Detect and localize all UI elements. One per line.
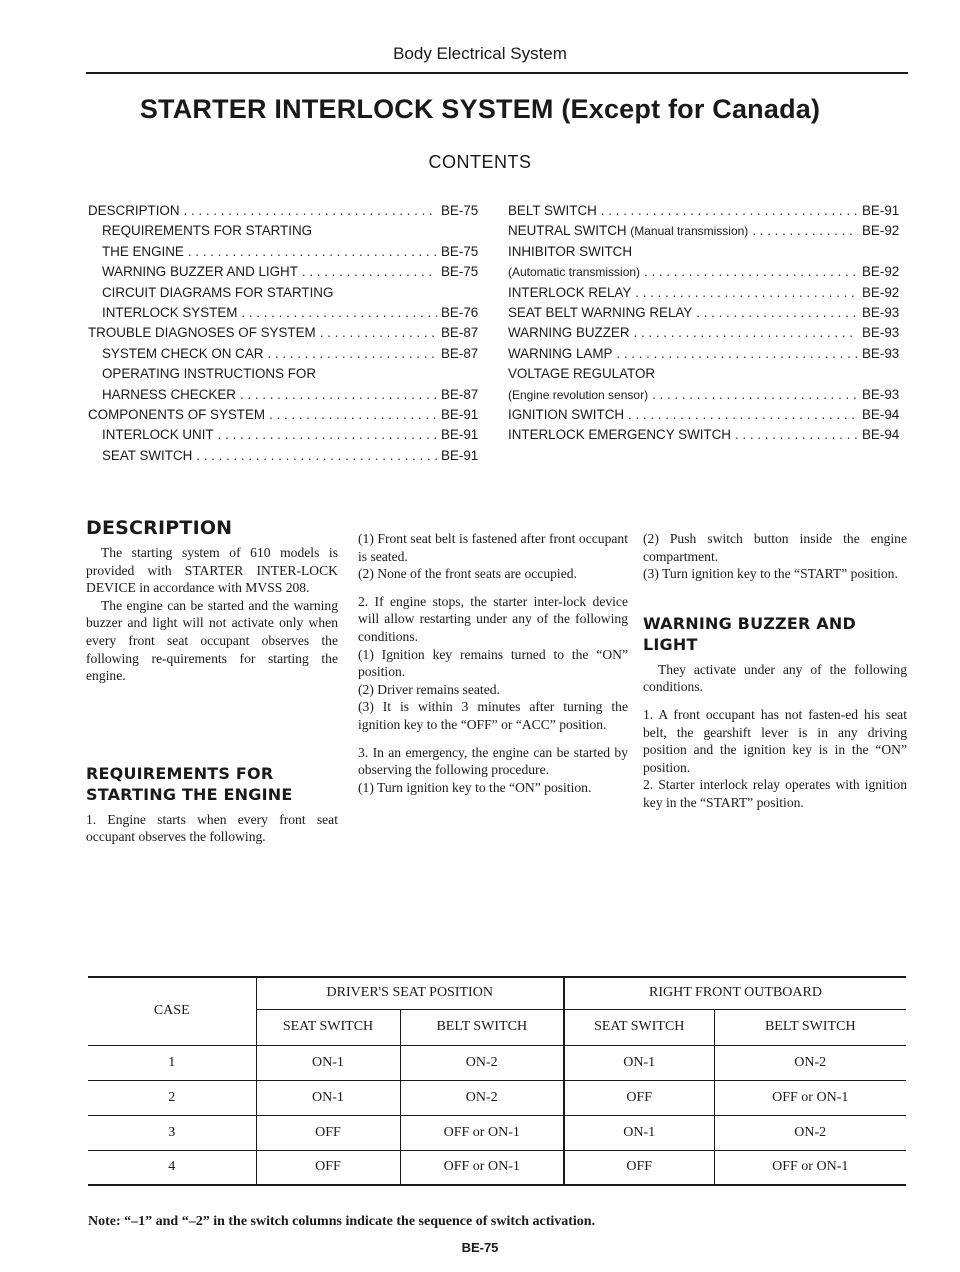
column-header-belt-switch: BELT SWITCH	[400, 1009, 564, 1045]
toc-entry[interactable]: SEAT SWITCH . . . BE-91	[88, 448, 485, 468]
column-header-seat-switch: SEAT SWITCH	[564, 1009, 714, 1045]
contents-heading: CONTENTS	[428, 152, 532, 172]
table-cell: ON-1	[256, 1045, 400, 1080]
table-cell: OFF	[256, 1150, 400, 1185]
section-heading-description: DESCRIPTION	[86, 517, 233, 539]
table-cell: 2	[88, 1080, 256, 1115]
toc-entry: INHIBITOR SWITCH	[508, 243, 632, 259]
toc-entry[interactable]: INTERLOCK UNIT . . . BE-91	[88, 427, 485, 447]
paragraph: They activate under any of the following conditions.	[643, 661, 907, 695]
column-header-case: CASE	[88, 977, 256, 1045]
list-item: 1. Engine starts when every front seat occupant observes the following.	[86, 811, 338, 845]
toc-entry[interactable]: BELT SWITCH . . . BE-91	[508, 203, 906, 223]
toc-entry[interactable]: (Automatic transmission) . . . BE-92	[508, 264, 906, 284]
table-row	[88, 1045, 906, 1080]
toc-entry: REQUIREMENTS FOR STARTING	[102, 223, 313, 239]
table-cell: ON-2	[400, 1080, 564, 1115]
list-item: 2. Starter interlock relay operates with ignition key in the “START” position.	[643, 777, 907, 810]
toc-entry: OPERATING INSTRUCTIONS FOR	[102, 366, 317, 382]
table-cell: ON-1	[256, 1080, 400, 1115]
toc-entry[interactable]: WARNING LAMP . . . BE-93	[508, 346, 906, 366]
toc-right-column	[508, 203, 906, 448]
list-item: (1) Turn ignition key to the “ON” position.	[358, 779, 592, 795]
list-item: (2) None of the front seats are occupied.	[358, 566, 577, 582]
toc-entry[interactable]: SEAT BELT WARNING RELAY . . . BE-93	[508, 305, 906, 325]
header-rule	[86, 72, 908, 74]
paragraph: The starting system of 610 models is provided with STARTER INTER-LOCK DEVICE in accordance with MVSS 208.	[86, 545, 338, 596]
body-column-3	[643, 530, 907, 812]
table-cell: OFF or ON-1	[400, 1150, 564, 1185]
table-note: Note: “–1” and “–2” in the switch columns indicate the sequence of switch activation.	[88, 1214, 596, 1229]
section-heading-warning: WARNING BUZZER AND LIGHT	[643, 613, 856, 654]
table-cell: OFF	[256, 1115, 400, 1150]
table-row	[88, 1150, 906, 1185]
switch-case-table	[88, 976, 906, 1186]
list-item: (1) Front seat belt is fastened after front occupant is seated.	[358, 531, 628, 564]
toc-entry[interactable]: COMPONENTS OF SYSTEM . . . BE-91	[88, 407, 485, 427]
toc-entry[interactable]: SYSTEM CHECK ON CAR . . . BE-87	[88, 346, 485, 366]
toc-entry[interactable]: IGNITION SWITCH . . . BE-94	[508, 407, 906, 427]
table-cell: ON-1	[564, 1115, 714, 1150]
table-cell: OFF or ON-1	[714, 1080, 906, 1115]
toc-entry[interactable]: HARNESS CHECKER . . . BE-87	[88, 387, 485, 407]
table-cell: ON-2	[400, 1045, 564, 1080]
toc-entry[interactable]: NEUTRAL SWITCH (Manual transmission) . . . BE-92	[508, 223, 906, 243]
column-header-seat-switch: SEAT SWITCH	[256, 1009, 400, 1045]
list-item: (3) Turn ignition key to the “START” position.	[643, 566, 898, 582]
table-cell: 3	[88, 1115, 256, 1150]
toc-entry[interactable]: INTERLOCK EMERGENCY SWITCH . . . BE-94	[508, 427, 906, 447]
section-heading-requirements: REQUIREMENTS FOR STARTING THE ENGINE	[86, 763, 293, 804]
table-cell: ON-2	[714, 1045, 906, 1080]
toc-entry[interactable]: WARNING BUZZER . . . BE-93	[508, 325, 906, 345]
table-cell: OFF or ON-1	[400, 1115, 564, 1150]
body-column-1	[86, 516, 338, 846]
toc-entry[interactable]: (Engine revolution sensor) . . . BE-93	[508, 387, 906, 407]
list-item: (2) Driver remains seated.	[358, 681, 500, 697]
list-item: 3. In an emergency, the engine can be started by observing the following procedure.	[358, 744, 628, 778]
toc-entry[interactable]: WARNING BUZZER AND LIGHT . . . BE-75	[88, 264, 485, 284]
list-item: (3) It is within 3 minutes after turning the ignition key to the “OFF” or “ACC” position.	[358, 699, 628, 732]
page-title: STARTER INTERLOCK SYSTEM (Except for Canada)	[139, 94, 821, 124]
column-group-right-front: RIGHT FRONT OUTBOARD	[564, 977, 906, 1009]
running-head: Body Electrical System	[393, 44, 567, 63]
column-group-driver-seat: DRIVER'S SEAT POSITION	[256, 977, 564, 1009]
toc-entry[interactable]: DESCRIPTION . . . BE-75	[88, 203, 485, 223]
list-item: (1) Ignition key remains turned to the “ON” position.	[358, 646, 628, 680]
body-column-2	[358, 530, 628, 796]
table-cell: OFF or ON-1	[714, 1150, 906, 1185]
table-cell: ON-1	[564, 1045, 714, 1080]
table-row	[88, 1080, 906, 1115]
page-number: BE-75	[461, 1240, 499, 1255]
list-item: (2) Push switch button inside the engine compartment.	[643, 531, 907, 564]
table-row	[88, 1115, 906, 1150]
paragraph: The engine can be started and the warning buzzer and light will not activate only when every front seat occupant observes the following re-quirements for starting the engine.	[86, 597, 338, 684]
toc-entry[interactable]: INTERLOCK RELAY . . . BE-92	[508, 285, 906, 305]
toc-entry[interactable]: INTERLOCK SYSTEM . . . BE-76	[88, 305, 485, 325]
column-header-belt-switch: BELT SWITCH	[714, 1009, 906, 1045]
table-cell: 1	[88, 1045, 256, 1080]
toc-entry[interactable]: THE ENGINE . . . BE-75	[88, 244, 485, 264]
toc-left-column	[88, 203, 485, 468]
table-cell: 4	[88, 1150, 256, 1185]
table-cell: ON-2	[714, 1115, 906, 1150]
list-item: 2. If engine stops, the starter inter-lock device will allow restarting under any of the following conditions.	[358, 593, 628, 644]
toc-entry: CIRCUIT DIAGRAMS FOR STARTING	[102, 284, 334, 300]
table-cell: OFF	[564, 1150, 714, 1185]
toc-entry[interactable]: TROUBLE DIAGNOSES OF SYSTEM . . . BE-87	[88, 325, 485, 345]
table-cell: OFF	[564, 1080, 714, 1115]
list-item: 1. A front occupant has not fasten-ed his seat belt, the gearshift lever is in any driving position and the ignition key is in the “ON” position.	[643, 706, 907, 775]
toc-entry: VOLTAGE REGULATOR	[508, 366, 656, 382]
